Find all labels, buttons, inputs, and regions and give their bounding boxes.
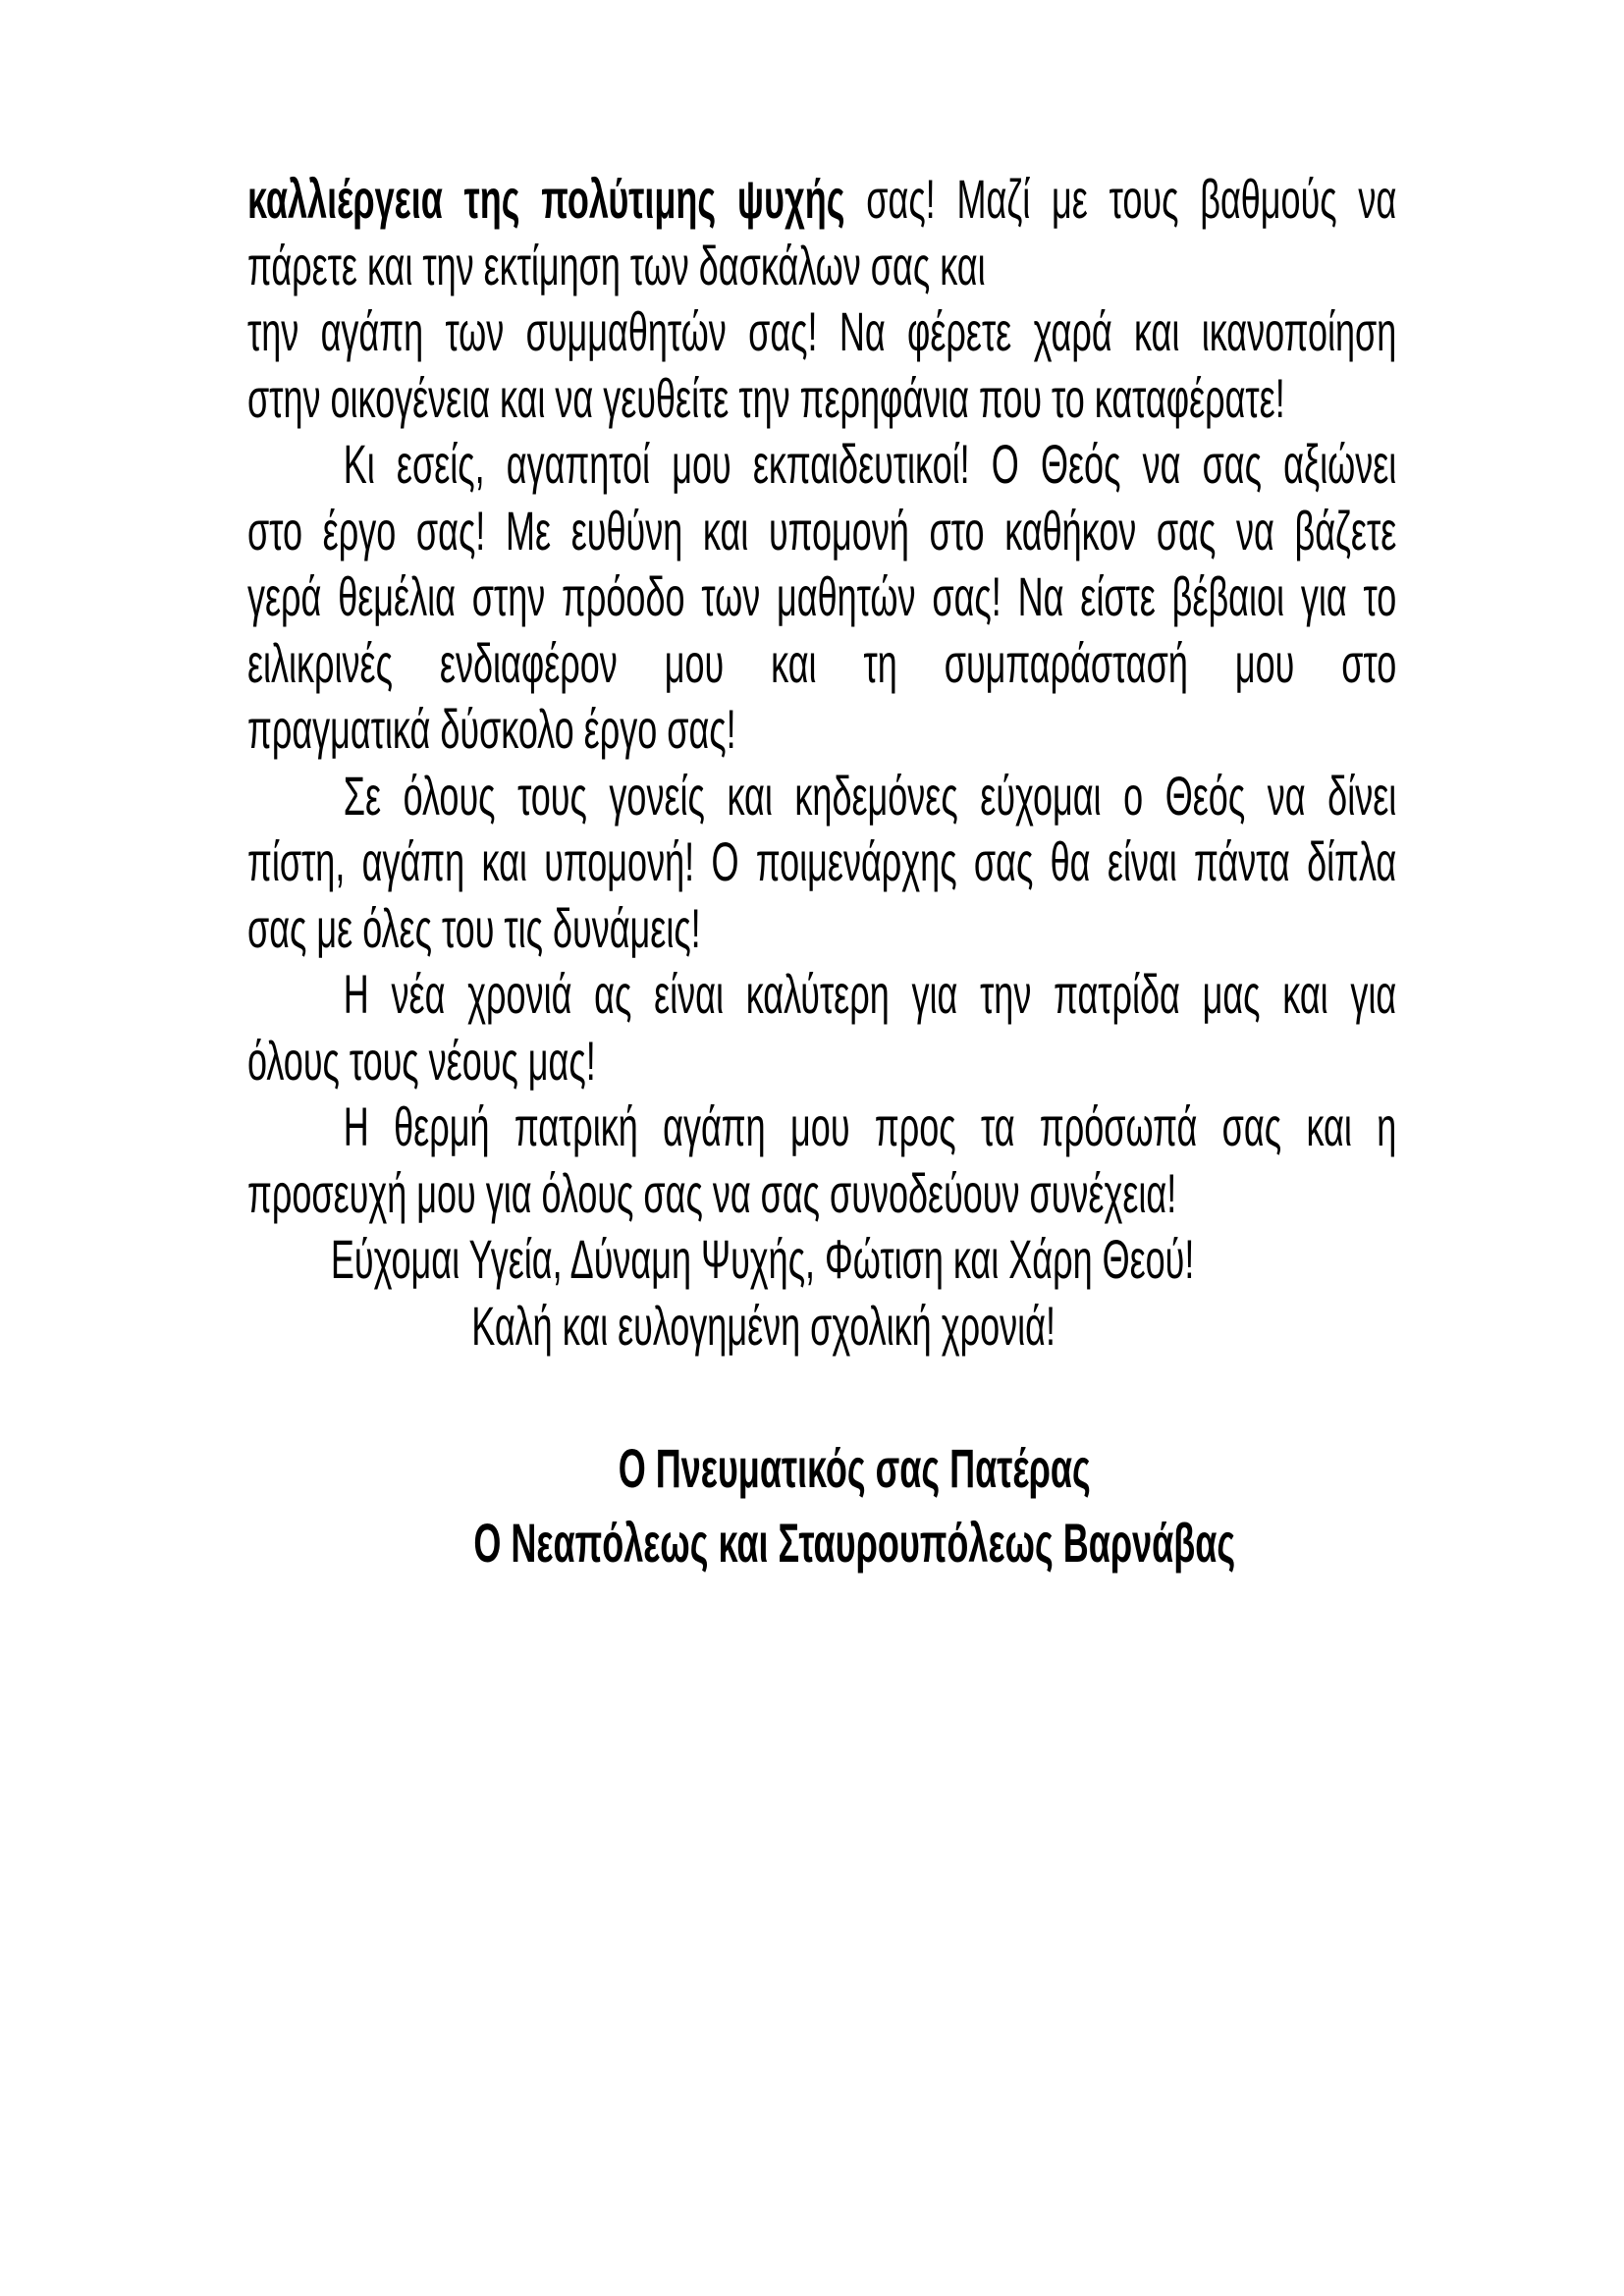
body-line-16: προσευχή μου για όλους σας να σας συνοδεύουν συνέχεια! <box>247 1161 1177 1224</box>
signature-block <box>247 1431 1396 1580</box>
bold-lead-text: καλλιέργεια της πολύτιμης ψυχής <box>247 168 845 230</box>
body-line-6: στο έργο σας! Με ευθύνη και υπομονή στο καθήκον σας να βάζετε <box>247 499 1397 561</box>
signature-line-2: Ο Νεαπόλεως και Σταυρουπόλεως Βαρνάβας <box>473 1512 1236 1574</box>
body-line-17: Εύχομαι Υγεία, Δύναμη Ψυχής, Φώτιση και Χάρη Θεού! <box>330 1228 1195 1290</box>
body-line-15: Η θερμή πατρική αγάπη μου προς τα πρόσωπά σας και η <box>343 1095 1397 1157</box>
body-line-4: στην οικογένεια και να γευθείτε την περηφάνια που το καταφέρατε! <box>247 366 1285 429</box>
body-line-8: ειλικρινές ενδιαφέρον μου και τη συμπαράστασή μου στο <box>247 631 1397 694</box>
body-line-3: την αγάπη των συμμαθητών σας! Να φέρετε χαρά και ικανοποίηση <box>247 300 1397 362</box>
text-body <box>247 166 1396 1580</box>
body-line-14: όλους τους νέους μας! <box>247 1029 596 1092</box>
body-line-1 <box>247 166 1396 233</box>
body-line-2: πάρετε και την εκτίμηση των δασκάλων σας και <box>247 234 986 296</box>
body-line-9: πραγματικά δύσκολο έργο σας! <box>247 698 736 760</box>
body-line-11: πίστη, αγάπη και υπομονή! Ο ποιμενάρχης σας θα είναι πάντα δίπλα <box>247 830 1397 892</box>
body-line-7: γερά θεμέλια στην πρόοδο των μαθητών σας! Να είστε βέβαιοι για το <box>247 565 1397 627</box>
signature-line-1: Ο Πνευματικός σας Πατέρας <box>618 1437 1091 1499</box>
body-line-12: σας με όλες του τις δυνάμεις! <box>247 896 701 959</box>
body-line-5: Κι εσείς, αγαπητοί μου εκπαιδευτικοί! Ο Θεός να σας αξιώνει <box>343 433 1397 495</box>
body-line-13: Η νέα χρονιά ας είναι καλύτερη για την πατρίδα μας και για <box>343 963 1397 1025</box>
body-line-18: Καλή και ευλογημένη σχολική χρονιά! <box>471 1294 1056 1357</box>
body-line-10: Σε όλους τους γονείς και κηδεμόνες εύχομαι ο Θεός να δίνει <box>343 764 1397 827</box>
lead-rest-text: σας! Μαζί με τους βαθμούς να <box>844 168 1397 230</box>
